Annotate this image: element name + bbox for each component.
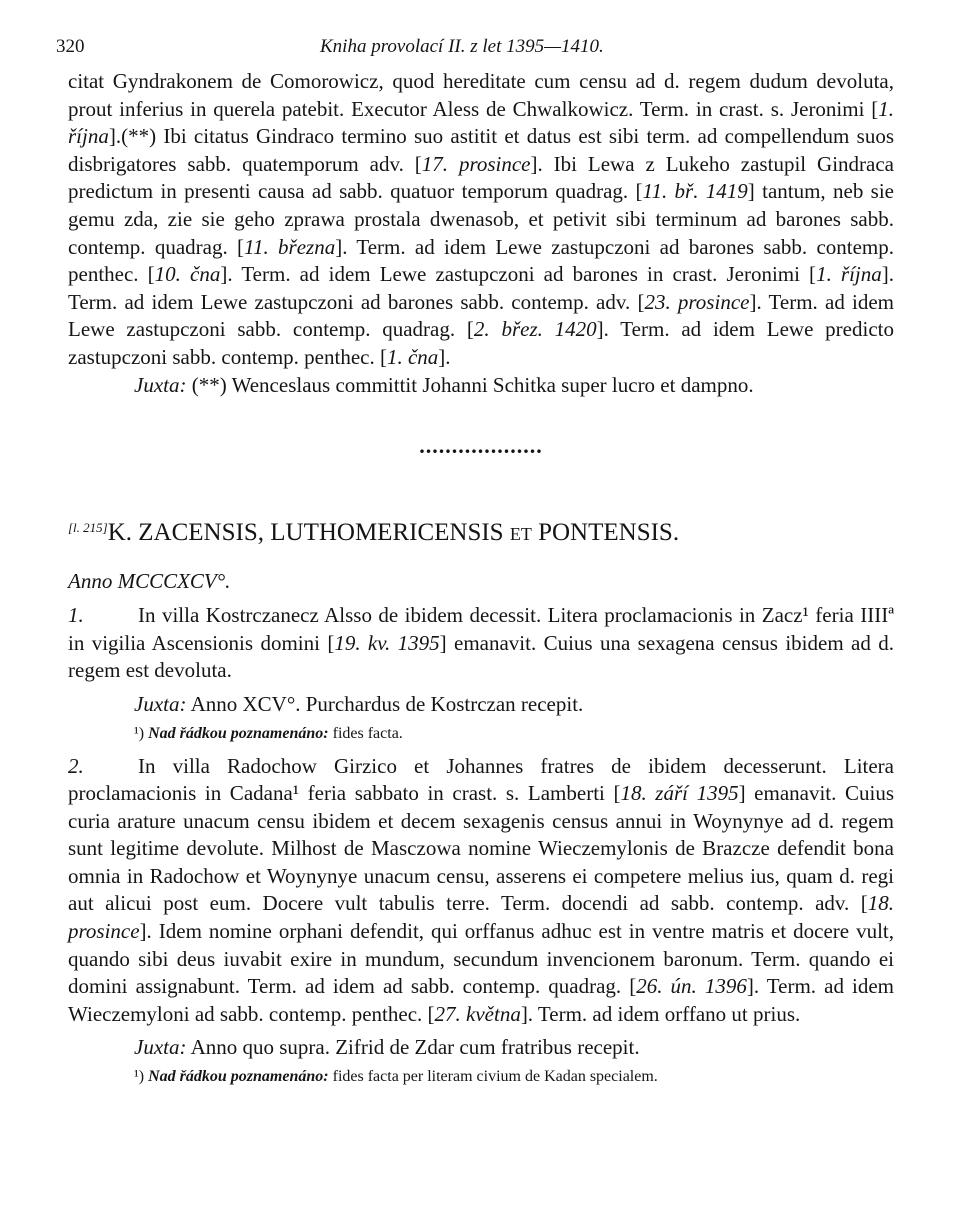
entry-1-footnote: ¹) Nad řádkou poznamenáno: fides facta. [134,724,403,742]
page-header [56,36,894,68]
entry-number: 1. [68,603,84,628]
continuation-paragraph: citat Gyndrakonem de Comorowicz, quod hereditate cum censu ad d. regem dudum devoluta, prout inferius in querela patebit. Executor Aless de Chwalkowicz. Term. in crast. s. Jeronimi [1. října].(**) Ibi citatus Gindraco termino suo astitit et datus est sibi term. ad compellendum suos disbrigatores sabb. quatemporum adv. [17. prosince]. Ibi Lewa z Lukeho zastupil Gindraca predictum in presenti causa ad sabb. quatuor temporum quadrag. [11. bř. 1419] tantum, neb sie gemu zda, zie sie geho zprawa prostala dwenasob, et petivit sibi terminum ad barones sabb. contemp. quadrag. [11. března]. Term. ad idem Lewe zastupczoni ad barones sabb. contemp. penthec. [10. čna]. Term. ad idem Lewe zastupczoni ad barones in crast. Jeronimi [1. října]. Term. ad idem Lewe zastupczoni ad barones sabb. contemp. adv. [23. prosince]. Term. ad idem Lewe zastupczoni sabb. contemp. quadrag. [2. břez. 1420]. Term. ad idem Lewe predicto zastupczoni sabb. contemp. penthec. [1. čna]. [68,69,895,369]
entry-1-juxta: Juxta: Anno XCV°. Purchardus de Kostrczan recepit. [134,691,584,716]
entry-1: 1. In villa Kostrczanecz Alsso de ibidem decessit. Litera proclamacionis in Zacz¹ feria IIIIª in vigilia Ascensionis domini [19. kv. 1395] emanavit. Cuius una sexagena census ibidem ad d. regem est devoluta. [68,603,894,683]
section-heading: [l. 215]K. ZACENSIS, LUTHOMERICENSIS ET PONTENSIS. [68,519,680,547]
document-page [56,36,895,1088]
separator-dots: ................... [419,433,543,459]
page-number: 320 [56,36,85,57]
entry-2-footnote: ¹) Nad řádkou poznamenáno: fides facta per literam civium de Kadan specialem. [134,1068,658,1086]
entry-number: 2. [68,753,84,778]
folio-ref: [l. 215] [68,520,108,536]
entry-2-juxta: Juxta: Anno quo supra. Zifrid de Zdar cum fratribus recepit. [134,1035,640,1060]
juxta-note: Juxta: (**) Wenceslaus committit Johanni Schitka super lucro et dampno. [134,372,754,397]
running-title: Kniha provolací II. z let 1395—1410. [320,36,604,57]
entry-2: 2. In villa Radochow Girzico et Johannes fratres de ibidem decesserunt. Litera proclamacionis in Cadana¹ feria sabbato in crast. s. Lamberti [18. září 1395] emanavit. Cuius curia arature unacum censu ibidem et decem sexagenis census annui in Woynynye ad d. regem sunt legitime devolute. Milhost de Masczowa nomine Wieczemylonis de Brazcze defendit bona omnia in Radochow et Woynynye unacum censu, asserens ei competere melius ius, quam d. regi aut alicui post eum. Docere vult tabulis terre. Term. docendi ad sabb. contemp. adv. [18. prosince]. Idem nomine orphani defendit, qui orffanus adhuc est in ventre matris et docere vult, quando sibi deus iuvabit exire in mundum, secundum invencionem baronum. Term. quando ei domini assignabunt. Term. ad idem ad sabb. contemp. quadrag. [26. ún. 1396]. Term. ad idem Wieczemyloni ad sabb. contemp. penthec. [27. května]. Term. ad idem orffano ut prius. [68,753,894,1026]
year-heading: Anno MCCCXCV°. [68,569,231,594]
